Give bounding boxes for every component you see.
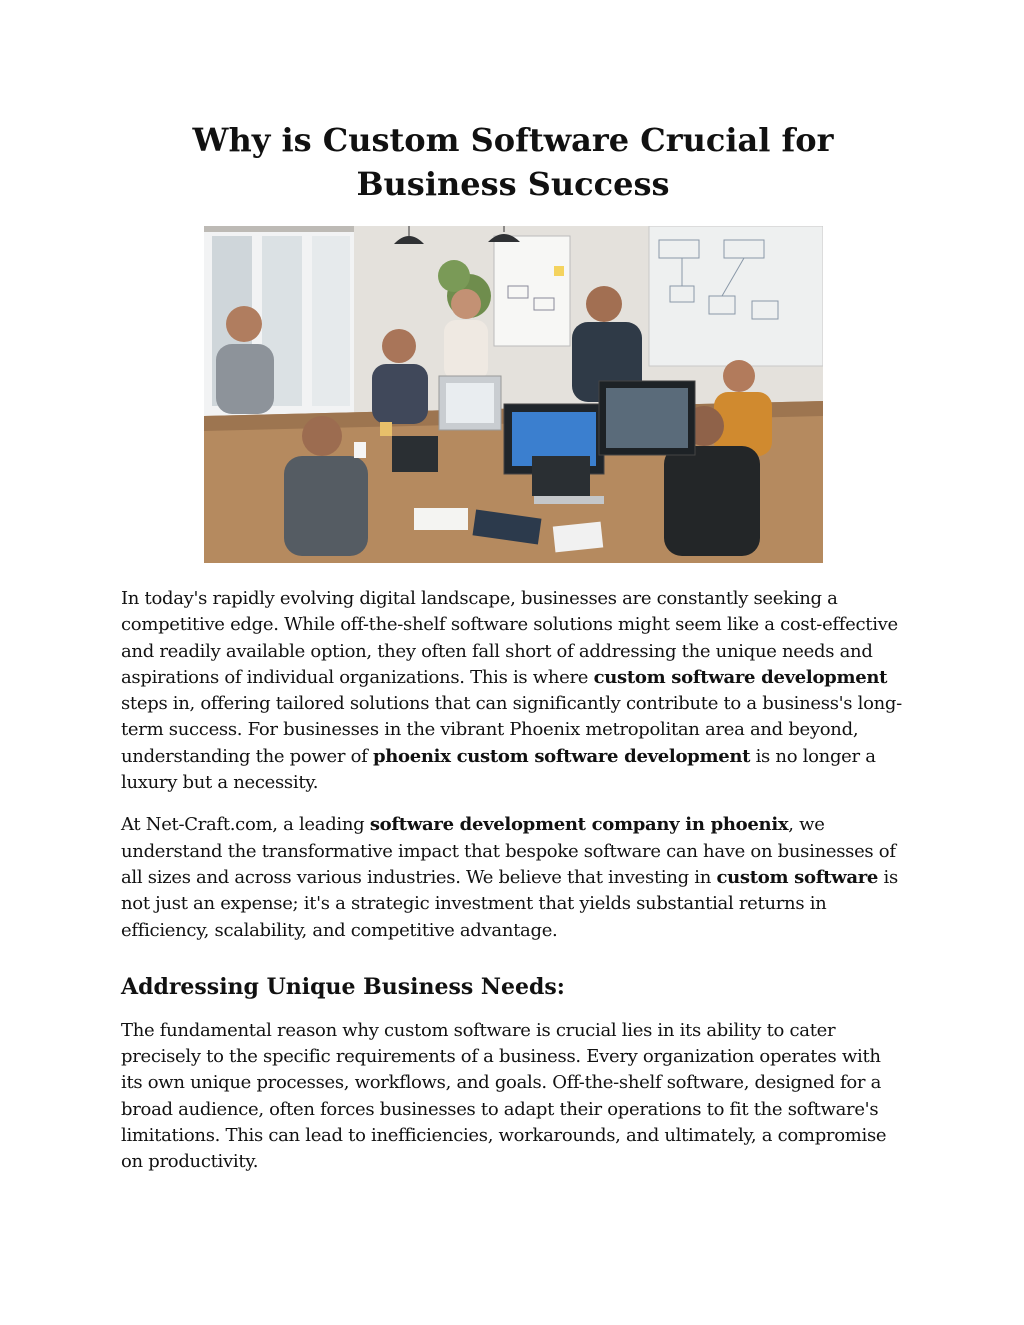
intro-bold-2: phoenix custom software development	[372, 745, 751, 767]
intro-bold-1: custom software development	[593, 666, 888, 688]
team-office-photo	[204, 226, 823, 563]
company-paragraph	[121, 812, 905, 943]
company-bold-1: software development company in phoenix	[369, 814, 789, 836]
intro-paragraph	[121, 586, 905, 796]
section-heading: Addressing Unique Business Needs:	[121, 973, 565, 1000]
company-text-3: is not just an expense; it's a strategic investment that yields substantial returns in efficiency, scalability, and competitive advantage.	[121, 866, 898, 941]
page-title: Why is Custom Software Crucial for Business Success	[192, 121, 834, 203]
company-bold-2: custom software	[716, 866, 879, 888]
intro-text-1: In today's rapidly evolving digital landscape, businesses are constantly seeking a competitive edge. While off-the-shelf software solutions might seem like a cost-effective and readily available option, they often fall short of addressing the unique needs and aspirations of individual organizations. This is where	[121, 588, 898, 688]
company-text-1: At Net-Craft.com, a leading	[121, 814, 370, 836]
intro-text-2: steps in, offering tailored solutions that can significantly contribute to a business's long-term success. For businesses in the vibrant Phoenix metropolitan area and beyond, understanding the power of	[121, 693, 902, 767]
section-paragraph: The fundamental reason why custom software is crucial lies in its ability to cater precisely to the specific requirements of a business. Every organization operates with its own unique processes, workflows, and goals. Off-the-shelf software, designed for a broad audience, often forces businesses to adapt their operations to fit the software's limitations. This can lead to inefficiencies, workarounds, and ultimately, a compromise on productivity.	[121, 1019, 887, 1173]
team-office-illustration	[204, 226, 823, 563]
company-text-2: , we understand the transformative impact that bespoke software can have on businesses of all sizes and across various industries. We believe that investing in	[121, 814, 896, 888]
intro-text-3: is no longer a luxury but a necessity.	[121, 745, 876, 794]
document-page	[121, 118, 905, 1176]
